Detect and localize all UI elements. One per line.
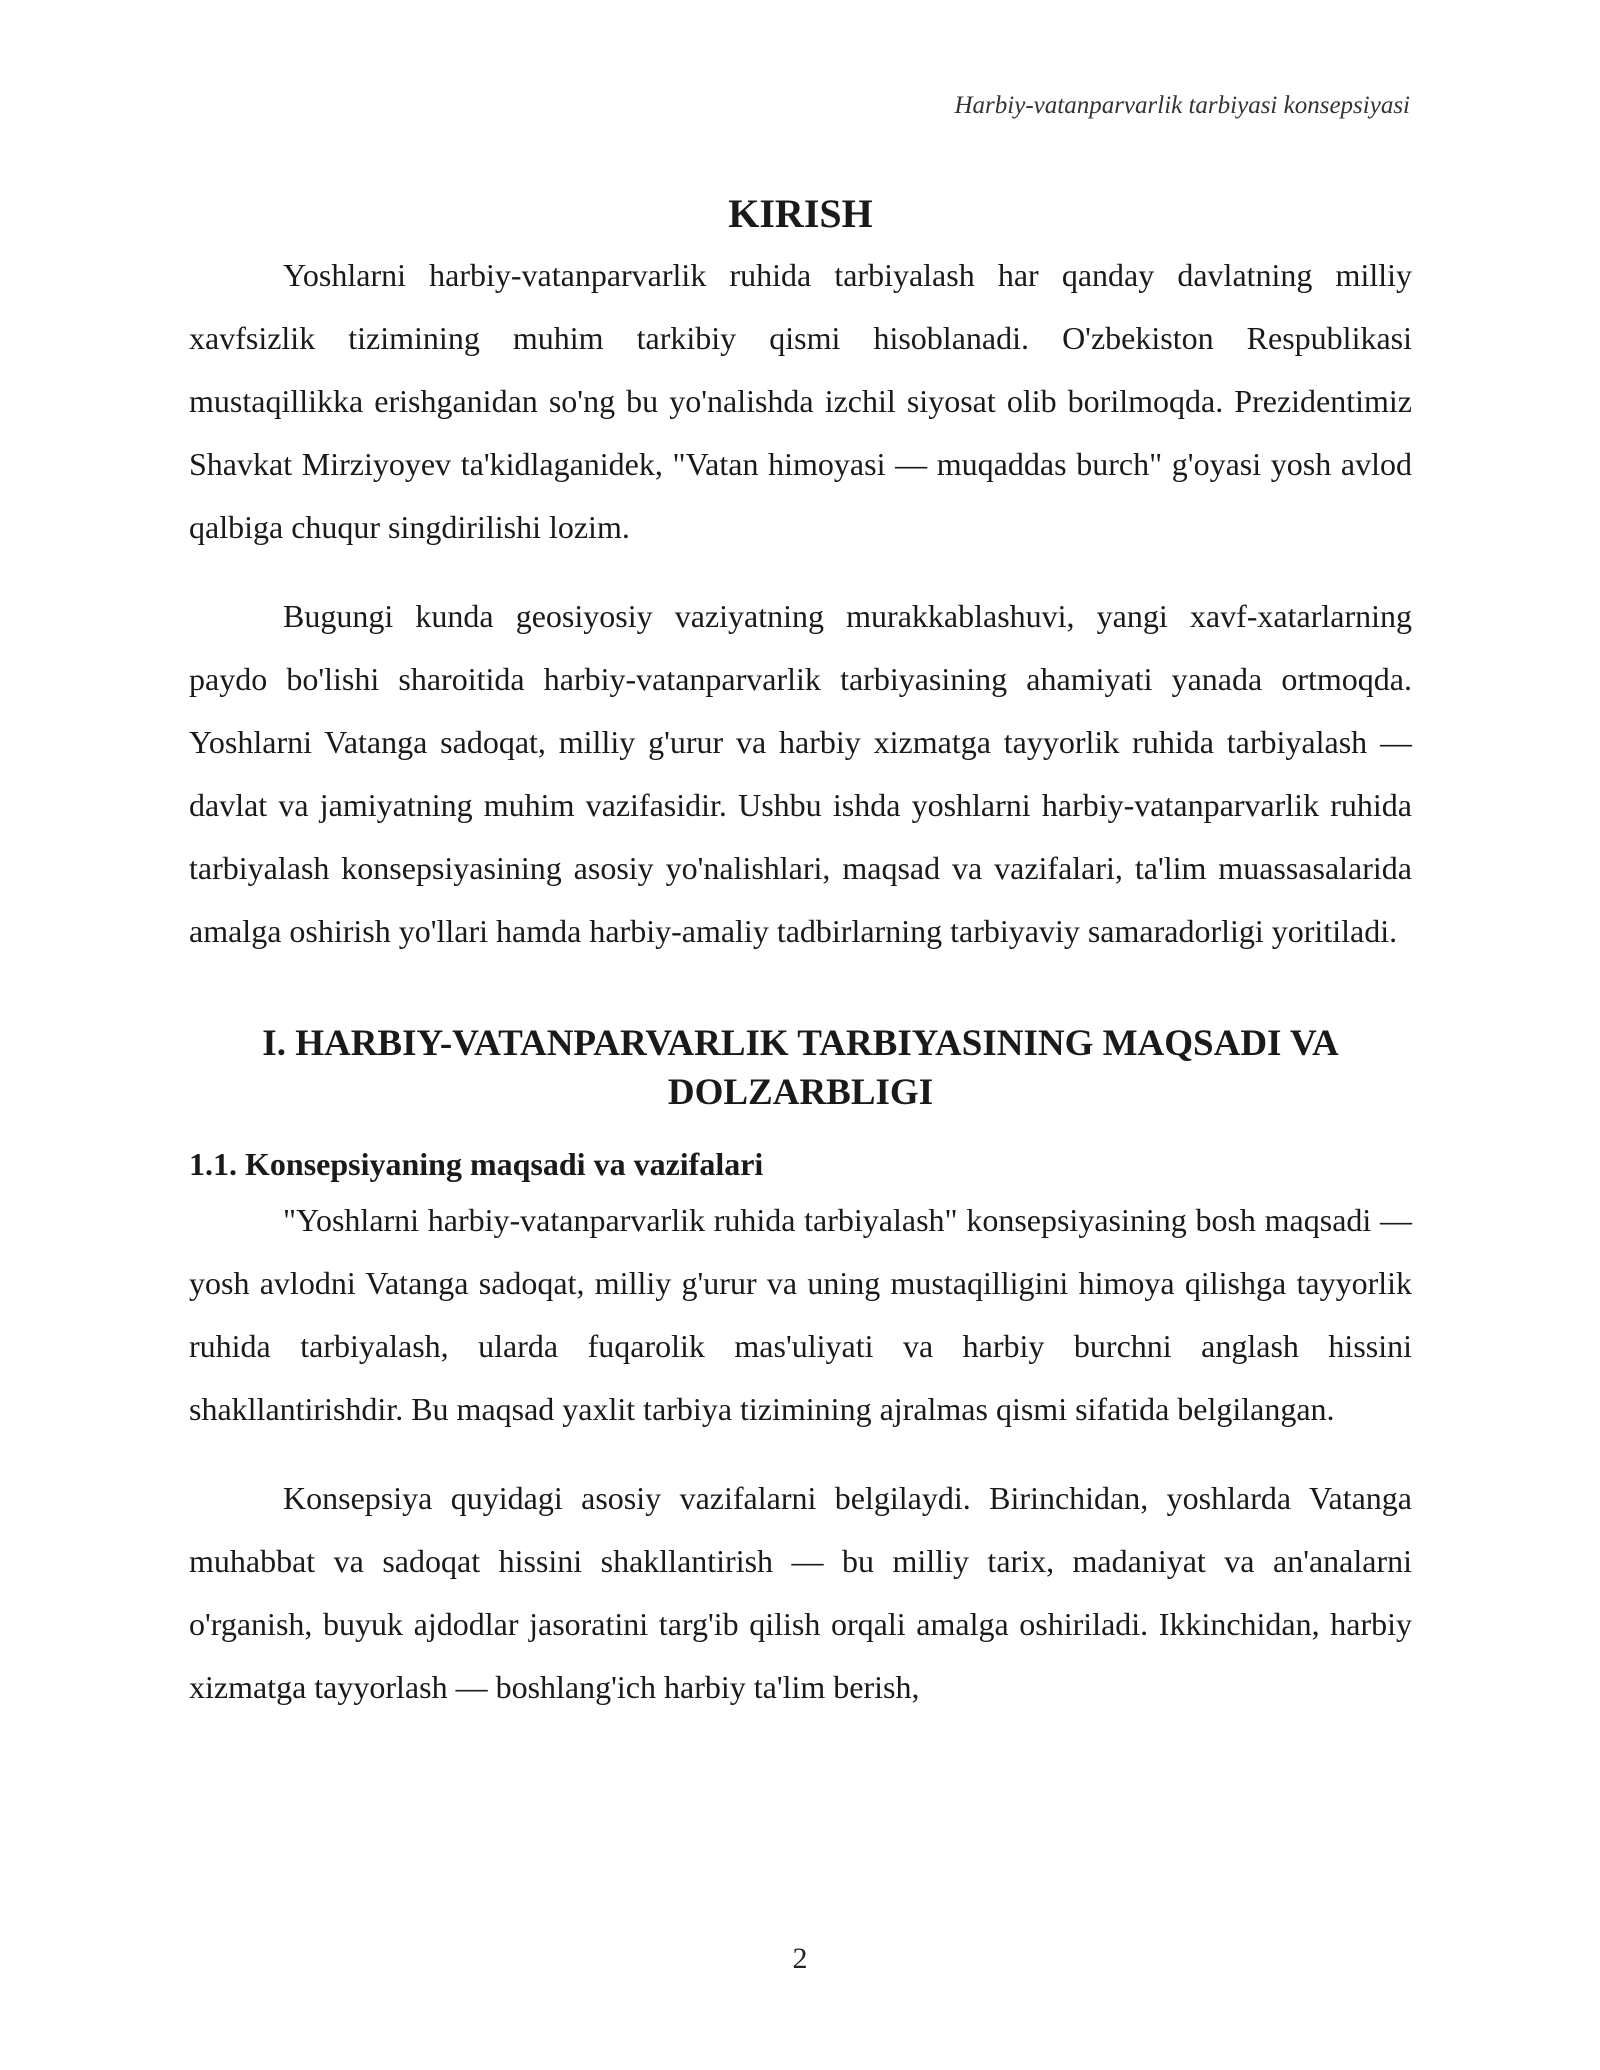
running-header: Harbiy-vatanparvarlik tarbiyasi konsepsiyasi — [954, 92, 1410, 119]
intro-paragraph-2: Bugungi kunda geosiyosiy vaziyatning murakkablashuvi, yangi xavf-xatarlarning paydo bo'lishi sharoitida harbiy-vatanparvarlik tarbiyasining ahamiyati yanada ortmoqda. Yoshlarni Vatanga sadoqat, milliy g'urur va harbiy xizmatga tayyorlik ruhida tarbiyalash — davlat va jamiyatning muhim vazifasidir. Ushbu ishda yoshlarni harbiy-vatanparvarlik ruhida tarbiyalash konsepsiyasining asosiy yo'nalishlari, maqsad va vazifalari, ta'lim muassasalarida amalga oshirish yo'llari hamda harbiy-amaliy tadbirlarning tarbiyaviy samaradorligi yoritiladi. — [189, 598, 1412, 949]
subsection-heading: 1.1. Konsepsiyaning maqsadi va vazifalari — [189, 1146, 764, 1182]
page-content — [189, 186, 1412, 1719]
section-paragraph-1: "Yoshlarni harbiy-vatanparvarlik ruhida tarbiyalash" konsepsiyasining bosh maqsadi — yosh avlodni Vatanga sadoqat, milliy g'urur va uning mustaqilligini himoya qilishga tayyorlik ruhida tarbiyalash, ularda fuqarolik mas'uliyati va harbiy burchni anglash hissini shakllantirishdir. Bu maqsad yaxlit tarbiya tizimining ajralmas qismi sifatida belgilangan. — [189, 1202, 1412, 1427]
section-paragraph-2: Konsepsiya quyidagi asosiy vazifalarni belgilaydi. Birinchidan, yoshlarda Vatanga muhabbat va sadoqat hissini shakllantirish — bu milliy tarix, madaniyat va an'analarni o'rganish, buyuk ajdodlar jasoratini targ'ib qilish orqali amalga oshiriladi. Ikkinchidan, harbiy xizmatga tayyorlash — boshlang'ich harbiy ta'lim berish, — [189, 1480, 1412, 1705]
page-number: 2 — [792, 1942, 808, 1975]
intro-paragraph-1: Yoshlarni harbiy-vatanparvarlik ruhida tarbiyalash har qanday davlatning milliy xavfsizlik tizimining muhim tarkibiy qismi hisoblanadi. O'zbekiston Respublikasi mustaqillikka erishganidan so'ng bu yo'nalishda izchil siyosat olib borilmoqda. Prezidentimiz Shavkat Mirziyoyev ta'kidlaganidek, "Vatan himoyasi — muqaddas burch" g'oyasi yosh avlod qalbiga chuqur singdirilishi lozim. — [189, 257, 1412, 545]
section-heading: I. HARBIY-VATANPARVARLIK TARBIYASINING MAQSADI VA DOLZARBLIGI — [262, 1023, 1339, 1113]
intro-heading: KIRISH — [728, 191, 873, 236]
